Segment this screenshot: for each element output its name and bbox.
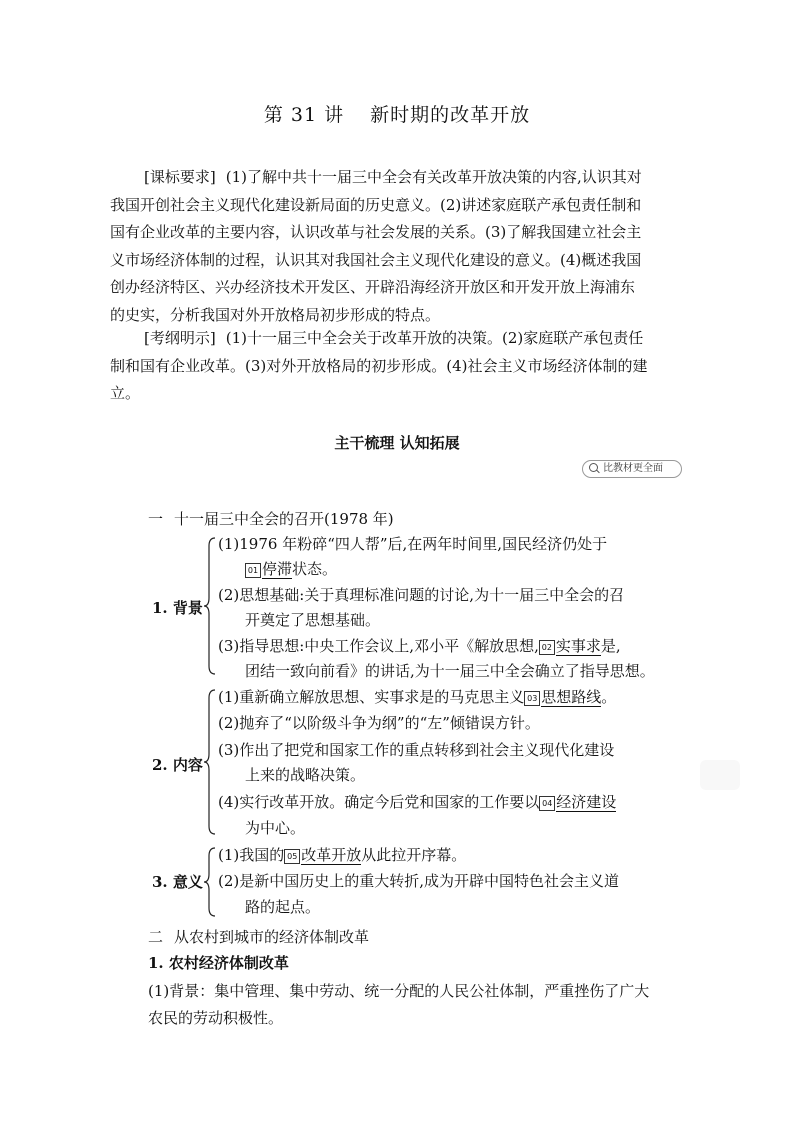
blank-answer-04: 经济建设	[556, 793, 617, 811]
blank-number-05: 05	[284, 849, 300, 864]
part2-heading: 二 从农村到城市的经济体制改革	[148, 928, 370, 946]
part2-body-line-1: (1)背景：集中管理、集中劳动、统一分配的人民公社体制，严重挫伤了广大	[148, 982, 650, 1000]
blank-answer-02: 实事求	[555, 637, 601, 655]
brace-significance	[203, 846, 217, 918]
bg-item-1-cont: 01 停滞状态。	[245, 558, 337, 579]
blank-number-02: 02	[539, 640, 555, 655]
group-content-label: 2. 内容	[152, 756, 203, 774]
sig-item-1: (1)我国的 05 改革开放从此拉开序幕。	[218, 846, 467, 864]
bg-item-3: (3)指导思想:中央工作会议上,邓小平《解放思想, 02 实事求是,	[218, 637, 621, 655]
part1-heading: 一 十一届三中全会的召开(1978 年)	[148, 510, 394, 528]
group-background-label: 1. 背景	[152, 599, 203, 617]
brace-content	[203, 688, 217, 836]
bg-item-2-cont: 开奠定了思想基础。	[245, 611, 381, 629]
content-item-3: (3)作出了把党和国家工作的重点转移到社会主义现代化建设	[218, 741, 615, 759]
bg-item-2: (2)思想基础:关于真理标准问题的讨论,为十一届三中全会的召	[218, 586, 625, 604]
page-title	[0, 100, 794, 127]
blank-number-01: 01	[245, 563, 261, 578]
group-significance-label: 3. 意义	[152, 873, 203, 891]
blank-number-04: 04	[539, 796, 555, 811]
requirements-label: [课标要求]	[144, 168, 216, 186]
faint-watermark	[700, 760, 740, 790]
content-item-4: (4)实行改革开放。确定今后党和国家的工作要以 04 经济建设	[218, 793, 617, 811]
content-item-2: (2)抛弃了“以阶级斗争为纲”的“左”倾错误方针。	[218, 714, 540, 732]
blank-answer-05: 改革开放	[301, 846, 362, 864]
blank-answer-01: 停滞	[262, 560, 293, 578]
more-complete-badge: 比教材更全面	[582, 460, 682, 478]
requirements-paragraph: [课标要求] (1)了解中共十一届三中全会有关改革开放决策的内容,认识其对 我国开创社会主义现代化建设新局面的历史意义。(2)讲述家庭联产承包责任制和 国有企业改革的主要内容，认识改革与社会发展的关系。(3)了解我国建立社会主 义市场经济体制的过程，认识其对我国社会主义现代化建设的意义。(4)概述我国 创办经济特区、兴办经济技术开发区、开辟沿海经济开放区和开发开放上海浦东 的史实，分析我国对外开放格局初步形成的特点。	[110, 168, 642, 324]
content-item-1: (1)重新确立解放思想、实事求是的马克思主义 03 思想路线。	[218, 688, 617, 706]
section-heading: 主干梳理 认知拓展	[334, 434, 460, 452]
lesson-number: 第 31 讲	[263, 104, 345, 126]
blank-answer-03: 思想路线	[541, 688, 602, 706]
magnifier-icon	[589, 463, 598, 472]
part2-subheading: 1. 农村经济体制改革	[148, 954, 289, 972]
content-item-4-cont: 为中心。	[245, 819, 306, 837]
brace-background	[203, 536, 217, 676]
bg-item-3-cont: 团结一致向前看》的讲话,为十一届三中全会确立了指导思想。	[245, 662, 655, 680]
part2-body-line-2: 农民的劳动积极性。	[148, 1009, 284, 1027]
bg-item-1: (1)1976 年粉碎“四人帮”后,在两年时间里,国民经济仍处于	[218, 535, 608, 553]
outline-label: [考纲明示]	[144, 329, 216, 347]
outline-paragraph: [考纲明示] (1)十一届三中全会关于改革开放的决策。(2)家庭联产承包责任 制和国有企业改革。(3)对外开放格局的初步形成。(4)社会主义市场经济体制的建 立。	[110, 329, 648, 402]
blank-number-03: 03	[524, 691, 540, 706]
lesson-title: 新时期的改革开放	[370, 104, 531, 126]
sig-item-2: (2)是新中国历史上的重大转折,成为开辟中国特色社会主义道	[218, 872, 620, 890]
sig-item-2-cont: 路的起点。	[245, 898, 321, 916]
content-item-3-cont: 上来的战略决策。	[245, 766, 366, 784]
